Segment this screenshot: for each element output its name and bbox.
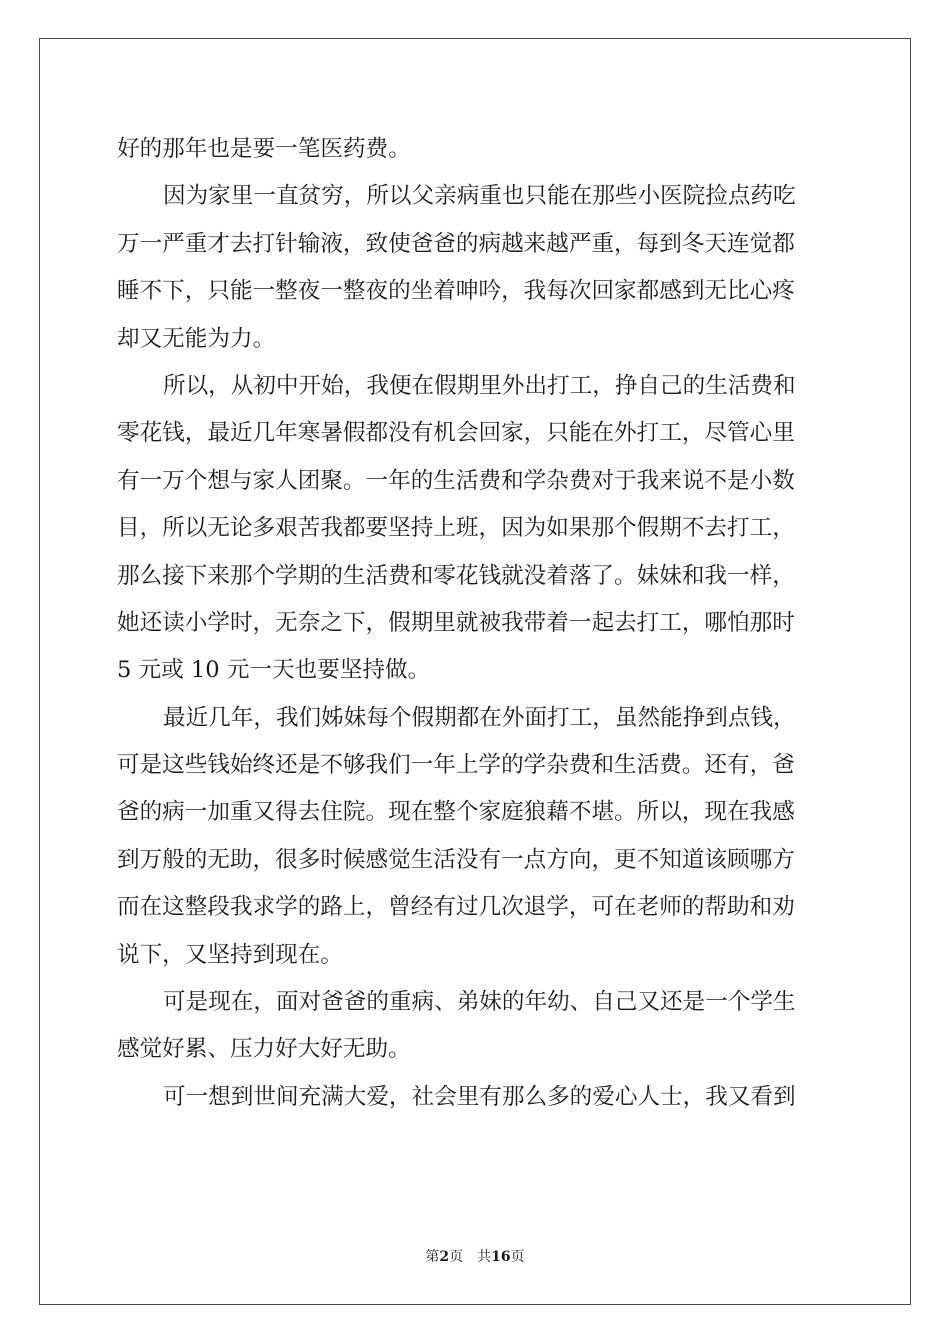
text-line: 好的那年也是要一笔医药费。: [117, 136, 411, 162]
text-line: 爸的病一加重又得去住院。现在整个家庭狼藉不堪。所以，现在我感: [117, 799, 795, 826]
text-line: 感觉好累、压力好大好无助。: [117, 1036, 411, 1063]
text-line: 她还读小学时，无奈之下，假期里就被我带着一起去打工，哪怕那时: [117, 609, 795, 636]
footer-page-suffix: 页: [449, 1249, 464, 1265]
footer-page-prefix: 第: [425, 1249, 440, 1265]
footer-page-number: 2: [439, 1249, 450, 1265]
footer-total-prefix: 共: [477, 1249, 492, 1265]
text-line: 有一万个想与家人团聚。一年的生活费和学杂费对于我来说不是小数: [117, 467, 795, 494]
footer-total-suffix: 页: [510, 1249, 525, 1265]
document-body: [117, 126, 837, 1121]
text-line: 可是这些钱始终还是不够我们一年上学的学杂费和生活费。还有，爸: [117, 752, 795, 779]
text-line: 万一严重才去打针输液，致使爸爸的病越来越严重，每到冬天连觉都: [117, 230, 795, 257]
text-line: 零花钱，最近几年寒暑假都没有机会回家，只能在外打工，尽管心里: [117, 420, 795, 447]
text-line: 所以，从初中开始，我便在假期里外出打工，挣自己的生活费和: [163, 372, 796, 399]
text-line: 因为家里一直贫穷，所以父亲病重也只能在那些小医院捡点药吃: [163, 183, 796, 210]
page-footer: [0, 1246, 950, 1266]
text-line: 而在这整段我求学的路上，曾经有过几次退学，可在老师的帮助和劝: [117, 894, 795, 921]
text-line: 目，所以无论多艰苦我都要坚持上班，因为如果那个假期不去打工，: [117, 515, 795, 542]
text-line: 说下，又坚持到现在。: [117, 941, 343, 968]
text-line: 可一想到世间充满大爱，社会里有那么多的爱心人士，我又看到: [163, 1083, 796, 1110]
footer-total-pages: 16: [491, 1249, 511, 1265]
text-line: 5 元或 10 元一天也要坚持做。: [117, 657, 431, 684]
text-line: 到万般的无助，很多时候感觉生活没有一点方向，更不知道该顾哪方: [117, 846, 795, 873]
text-line: 可是现在，面对爸爸的重病、弟妹的年幼、自己又还是一个学生: [163, 989, 796, 1016]
text-line: 睡不下，只能一整夜一整夜的坐着呻吟，我每次回家都感到无比心疼: [117, 278, 795, 305]
text-line: 那么接下来那个学期的生活费和零花钱就没着落了。妹妹和我一样，: [117, 562, 795, 589]
text-line: 却又无能为力。: [117, 325, 276, 352]
text-line: 最近几年，我们姊妹每个假期都在外面打工，虽然能挣到点钱，: [163, 704, 796, 731]
